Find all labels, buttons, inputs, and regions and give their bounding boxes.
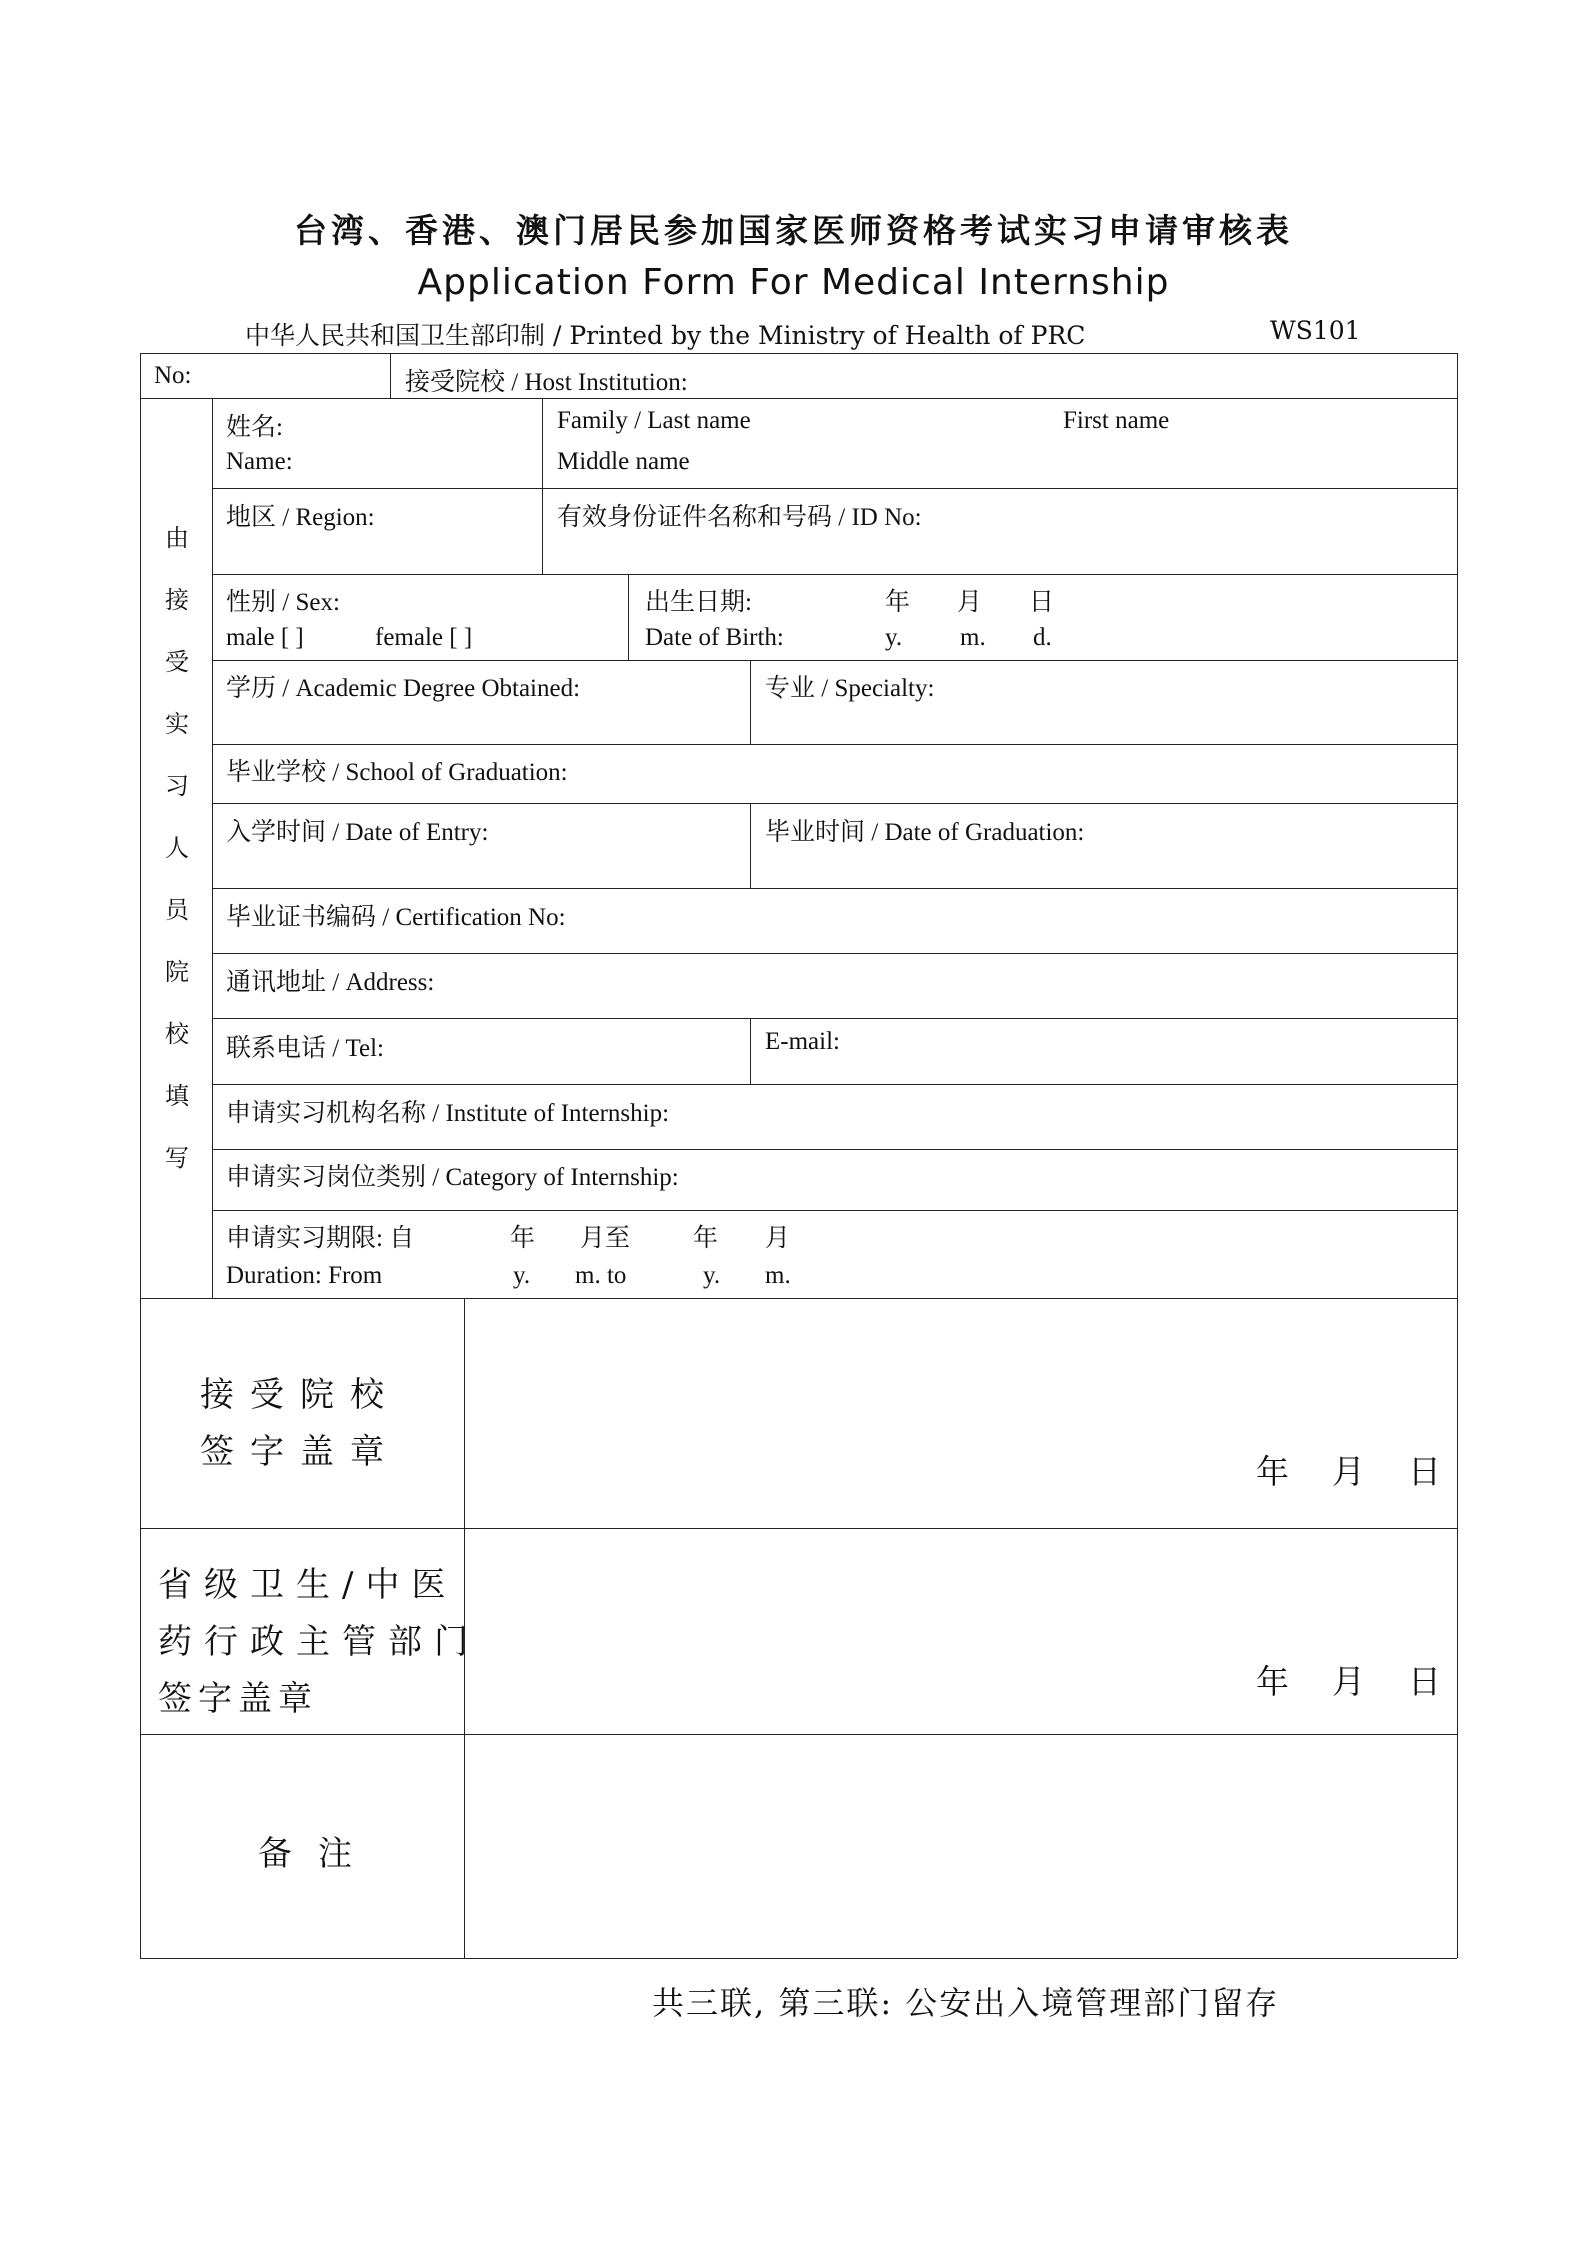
- duration-month2-cn: 月: [765, 1225, 791, 1252]
- duration-month1-to-cn: 月至: [580, 1225, 631, 1252]
- family-last-name-label: Family / Last name: [557, 407, 751, 434]
- dob-day-cn: 日: [1029, 589, 1055, 616]
- middle-name-label: Middle name: [557, 448, 690, 475]
- side-label-char: 填: [165, 1082, 189, 1110]
- category-of-internship-label: 申请实习岗位类别 / Category of Internship:: [226, 1164, 679, 1191]
- provincial-signature-date-month: 月: [1332, 1662, 1365, 1701]
- side-label-char: 由: [165, 524, 189, 552]
- name-label-en: Name:: [226, 448, 293, 475]
- duration-month1-to-en: m. to: [575, 1262, 627, 1289]
- date-of-entry-label: 入学时间 / Date of Entry:: [226, 819, 489, 846]
- male-checkbox[interactable]: male [ ]: [226, 624, 304, 651]
- dob-label-en: Date of Birth:: [645, 624, 784, 651]
- duration-year1-en: y.: [513, 1262, 531, 1289]
- address-label: 通讯地址 / Address:: [226, 969, 435, 996]
- side-label-char: 院: [165, 958, 189, 986]
- host-signature-label-line1: 接受院校: [200, 1375, 400, 1415]
- female-checkbox[interactable]: female [ ]: [375, 624, 473, 651]
- tel-label: 联系电话 / Tel:: [226, 1035, 384, 1062]
- duration-year2-en: y.: [703, 1262, 721, 1289]
- provincial-signature-date-day: 日: [1408, 1662, 1441, 1701]
- host-signature-date-day: 日: [1408, 1452, 1441, 1491]
- duration-month2-en: m.: [765, 1262, 791, 1289]
- form-code: WS101: [1270, 316, 1361, 345]
- host-signature-date-month: 月: [1332, 1452, 1365, 1491]
- school-label: 毕业学校 / School of Graduation:: [226, 759, 568, 786]
- provincial-signature-label-line1: 省级卫生/中医: [158, 1565, 458, 1605]
- copy-note: 共三联, 第三联: 公安出入境管理部门留存: [652, 1984, 1280, 2022]
- region-label: 地区 / Region:: [226, 504, 375, 531]
- side-label-char: 习: [165, 772, 189, 800]
- dob-year-cn: 年: [885, 589, 911, 616]
- provincial-signature-area[interactable]: [466, 1530, 1456, 1733]
- dob-month-cn: 月: [957, 589, 983, 616]
- side-label-char: 实: [165, 710, 189, 738]
- side-label-char: 接: [165, 586, 189, 614]
- side-label-char: 人: [165, 834, 189, 862]
- host-signature-area[interactable]: [466, 1300, 1456, 1527]
- first-name-label: First name: [1063, 407, 1170, 434]
- dob-year-en: y.: [885, 624, 903, 651]
- date-of-graduation-label: 毕业时间 / Date of Graduation:: [765, 819, 1085, 846]
- dob-month-en: m.: [960, 624, 986, 651]
- duration-year1-cn: 年: [510, 1225, 536, 1252]
- specialty-label: 专业 / Specialty:: [765, 675, 935, 702]
- form-no-label: No:: [154, 362, 192, 389]
- printed-by-line: 中华人民共和国卫生部印制 / Printed by the Ministry of Health of PRC: [245, 321, 1086, 350]
- side-label-char: 受: [165, 648, 189, 676]
- sex-label: 性别 / Sex:: [226, 589, 340, 616]
- provincial-signature-label-line3: 签字盖章: [158, 1679, 318, 1719]
- host-signature-date-year: 年: [1256, 1452, 1289, 1491]
- name-label-cn: 姓名:: [226, 414, 283, 441]
- institute-of-internship-label: 申请实习机构名称 / Institute of Internship:: [226, 1100, 670, 1127]
- dob-day-en: d.: [1033, 624, 1052, 651]
- remarks-label: 备注: [258, 1834, 378, 1874]
- duration-label-en: Duration: From: [226, 1262, 383, 1289]
- form-title-chinese: 台湾、香港、澳门居民参加国家医师资格考试实习申请审核表: [294, 211, 1293, 250]
- dob-label-cn: 出生日期:: [645, 589, 752, 616]
- side-label-char: 写: [165, 1144, 189, 1172]
- provincial-signature-label-line2: 药行政主管部门: [158, 1622, 480, 1662]
- email-label: E-mail:: [765, 1028, 840, 1055]
- certification-no-label: 毕业证书编码 / Certification No:: [226, 904, 566, 931]
- academic-degree-label: 学历 / Academic Degree Obtained:: [226, 675, 581, 702]
- remarks-area[interactable]: [466, 1736, 1456, 1957]
- side-label-char: 员: [165, 896, 189, 924]
- duration-year2-cn: 年: [693, 1225, 719, 1252]
- provincial-signature-date-year: 年: [1256, 1662, 1289, 1701]
- side-label-char: 校: [165, 1020, 189, 1048]
- host-signature-label-line2: 签字盖章: [200, 1432, 400, 1472]
- host-institution-label: 接受院校 / Host Institution:: [405, 369, 688, 396]
- duration-label-cn: 申请实习期限: 自: [226, 1225, 415, 1252]
- id-no-label: 有效身份证件名称和号码 / ID No:: [557, 504, 922, 531]
- form-title-english: Application Form For Medical Internship: [417, 262, 1170, 303]
